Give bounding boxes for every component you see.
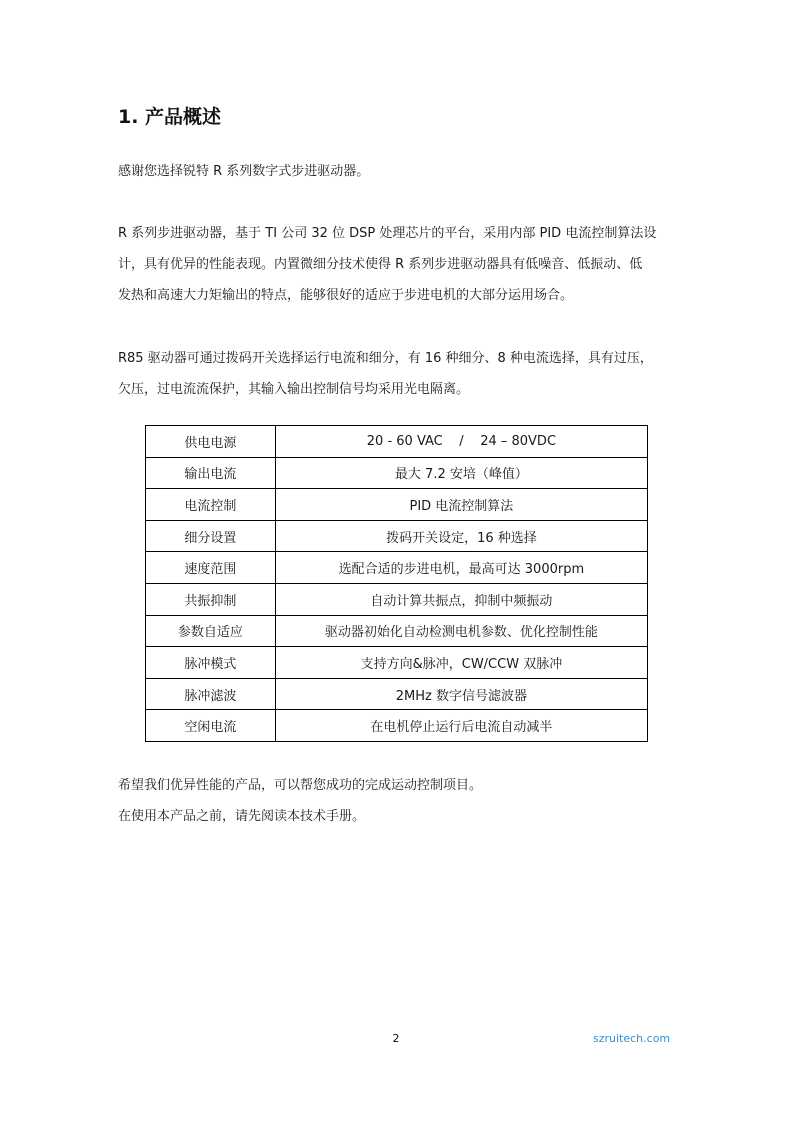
spec-label: 电流控制 [146,489,276,521]
r85-line-1: R85 驱动器可通过拨码开关选择运行电流和细分，有 16 种细分、8 种电流选择，具有过压， [118,351,653,366]
spec-label: 供电电源 [146,426,276,458]
table-row [146,520,648,552]
spec-label: 速度范围 [146,552,276,584]
spec-value: 20 - 60 VAC / 24 – 80VDC [275,426,647,458]
description-paragraph [118,218,678,311]
spec-value: 驱动器初始化自动检测电机参数、优化控制性能 [275,615,647,647]
spec-value: 在电机停止运行后电流自动减半 [275,710,647,742]
spec-value: 拨码开关设定，16 种选择 [275,520,647,552]
closing-line-1: 希望我们优异性能的产品，可以帮您成功的完成运动控制项目。 [118,778,483,793]
spec-value: PID 电流控制算法 [275,489,647,521]
spec-label: 参数自适应 [146,615,276,647]
closing-paragraph [118,770,678,832]
intro-paragraph [118,156,678,187]
intro-line-1: 感谢您选择锐特 R 系列数字式步进驱动器。 [118,164,370,179]
closing-line-2: 在使用本产品之前，请先阅读本技术手册。 [118,809,366,824]
spec-value: 最大 7.2 安培（峰值） [275,457,647,489]
spec-table [145,425,648,742]
r85-paragraph [118,343,678,405]
section-title: 1. 产品概述 [118,106,222,128]
spec-label: 共振抑制 [146,583,276,615]
table-row [146,457,648,489]
spec-label: 空闲电流 [146,710,276,742]
table-row [146,710,648,742]
table-row [146,552,648,584]
page-number: 2 [392,1032,400,1045]
spec-label: 输出电流 [146,457,276,489]
spec-value: 自动计算共振点，抑制中频振动 [275,583,647,615]
description-line-2: 计，具有优异的性能表现。内置微细分技术使得 R 系列步进驱动器具有低噪音、低振动、低 [118,257,643,272]
spec-label: 细分设置 [146,520,276,552]
table-row [146,647,648,679]
spec-label: 脉冲滤波 [146,678,276,710]
spec-value: 支持方向&脉冲，CW/CCW 双脉冲 [275,647,647,679]
table-row [146,678,648,710]
table-row [146,426,648,458]
table-row [146,615,648,647]
spec-value: 选配合适的步进电机，最高可达 3000rpm [275,552,647,584]
r85-line-2: 欠压，过电流流保护，其输入输出控制信号均采用光电隔离。 [118,382,470,397]
spec-value: 2MHz 数字信号滤波器 [275,678,647,710]
description-line-1: R 系列步进驱动器，基于 TI 公司 32 位 DSP 处理芯片的平台，采用内部 PID 电流控制算法设 [118,226,657,241]
table-row [146,583,648,615]
table-row [146,489,648,521]
footer-website-link[interactable]: szruitech.com [593,1032,671,1045]
description-line-3: 发热和高速大力矩输出的特点，能够很好的适应于步进电机的大部分运用场合。 [118,288,574,303]
spec-label: 脉冲模式 [146,647,276,679]
